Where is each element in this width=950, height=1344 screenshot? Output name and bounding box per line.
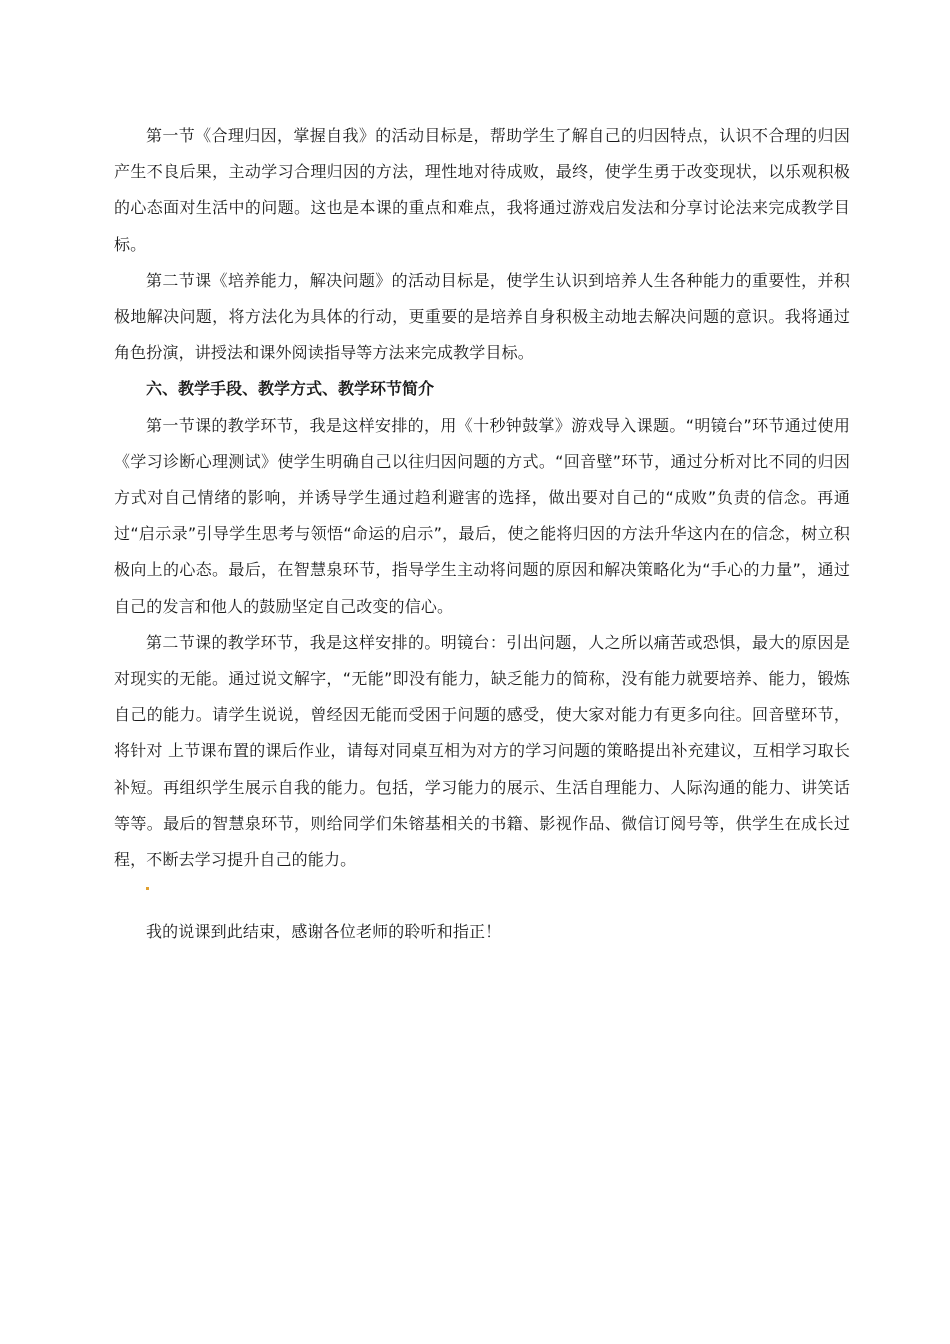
document-body — [114, 118, 850, 950]
section-heading-6: 六、教学手段、教学方式、教学环节简介 — [146, 379, 435, 399]
paragraph-lesson1-steps: 第一节课的教学环节，我是这样安排的，用《十秒钟鼓掌》游戏导入课题。“明镜台”环节通过使用《学习诊断心理测试》使学生明确自己以往归因问题的方式。“回音壁”环节，通过分析对比不同的归因方式对自己情绪的影响，并诱导学生通过趋利避害的选择，做出要对自己的“成败”负责的信念。再通过“启示录”引导学生思考与领悟“命运的启示”，最后，使之能将归因的方法升华这内在的信念，树立积极向上的心态。最后，在智慧泉环节，指导学生主动将问题的原因和解决策略化为“手心的力量”，通过自己的发言和他人的鼓励坚定自己改变的信心。 — [114, 415, 850, 616]
edit-marker — [146, 887, 149, 890]
blank-line — [114, 878, 850, 914]
paragraph-lesson1-goals: 第一节《合理归因，掌握自我》的活动目标是，帮助学生了解自己的归因特点，认识不合理的归因产生不良后果，主动学习合理归因的方法，理性地对待成败，最终，使学生勇于改变现状，以乐观积极的心态面对生活中的问题。这也是本课的重点和难点，我将通过游戏启发法和分享讨论法来完成教学目标。 — [114, 126, 850, 254]
paragraph-lesson2-goals: 第二节课《培养能力，解决问题》的活动目标是，使学生认识到培养人生各种能力的重要性，并积极地解决问题，将方法化为具体的行动，更重要的是培养自身积极主动地去解决问题的意识。我将通过角色扮演，讲授法和课外阅读指导等方法来完成教学目标。 — [114, 270, 850, 363]
paragraph-lesson2-steps: 第二节课的教学环节，我是这样安排的。明镜台：引出问题，人之所以痛苦或恐惧，最大的原因是对现实的无能。通过说文解字，“无能”即没有能力，缺乏能力的简称，没有能力就要培养、能力，锻炼自己的能力。请学生说说，曾经因无能而受困于问题的感受，使大家对能力有更多向往。回音壁环节，将针对 上节课布置的课后作业，请每对同桌互相为对方的学习问题的策略提出补充建议，互相学习取长补短。再组织学生展示自我的能力。包括，学习能力的展示、生活自理能力、人际沟通的能力、讲笑话等等。最后的智慧泉环节，则给同学们朱镕基相关的书籍、影视作品、微信订阅号等，供学生在成长过程，不断去学习提升自己的能力。 — [114, 632, 850, 870]
closing-remark: 我的说课到此结束，感谢各位老师的聆听和指正！ — [146, 922, 502, 942]
